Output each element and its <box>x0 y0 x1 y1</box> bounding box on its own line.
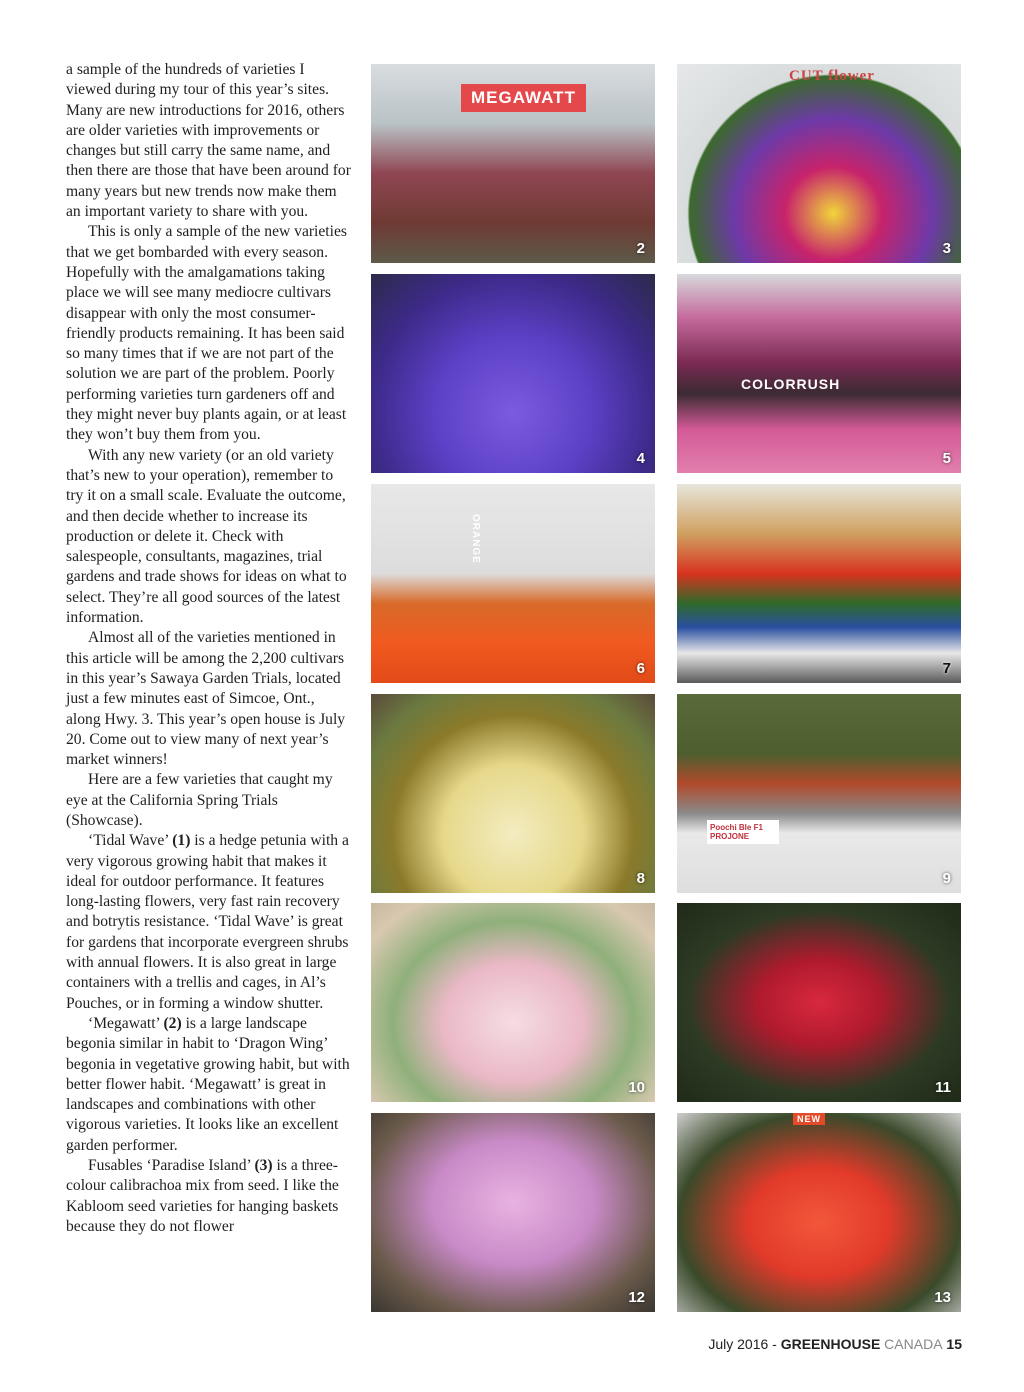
photo-megawatt-begonia <box>371 64 655 263</box>
paragraph-1: a sample of the hundreds of varieties I viewed during my tour of this year’s sites. Many are new introductions for 2016, others are older varieties with improvements or changes but still carry the same name, and then there are those that have been around for many years but new trends now make them an important variety to share with you. <box>66 61 351 221</box>
photo-number: 12 <box>628 1289 645 1306</box>
paragraph-5: Here are a few varieties that caught my eye at the California Spring Trials (Showcase). <box>66 771 333 829</box>
photo-sign-new: NEW <box>793 1113 825 1125</box>
photo-orange-baskets <box>371 484 655 683</box>
figure-ref-3: (3) <box>254 1157 273 1175</box>
figure-ref-2: (2) <box>163 1014 182 1032</box>
photo-number: 8 <box>636 870 645 887</box>
photo-number: 2 <box>636 240 645 257</box>
photo-colorrush <box>677 274 961 473</box>
photo-sign-tomato-label: Poochi Ble F1 PROJONE <box>707 820 779 844</box>
figure-ref-1: (1) <box>172 832 191 850</box>
paragraph-megawatt: ‘Megawatt’ (2) is a large landscape begonia similar in habit to ‘Dragon Wing’ begonia in vegetative growing habit, but with better flower habit. ‘Megawatt’ is great in landscapes and combinations with other vigorous varieties. It looks like an excellent garden performer. <box>66 1014 350 1154</box>
photo-lilac-flowers <box>371 1113 655 1312</box>
photo-number: 3 <box>942 240 951 257</box>
photo-yellow-daisies <box>371 694 655 893</box>
photo-number: 7 <box>942 660 951 677</box>
footer-brand: GREENHOUSE <box>780 1336 881 1352</box>
photo-number: 10 <box>628 1079 645 1096</box>
footer-date: July 2016 - <box>708 1336 781 1352</box>
photo-sign-colorrush: COLORRUSH <box>741 376 841 392</box>
photo-number: 11 <box>935 1079 951 1096</box>
photo-red-geranium <box>677 903 961 1102</box>
photo-sign-cut-flower: CUT flower <box>789 68 875 84</box>
photo-calibrachoa-mix <box>677 64 961 263</box>
photo-purple-petunia <box>371 274 655 473</box>
paragraph-3: With any new variety (or an old variety that’s new to your operation), remember to try it on a small scale. Evaluate the outcome, and then decide whether to increase its production or delete it. Check with salespeople, consultants, magazines, trial gardens and trade shows for ideas on what to select. They’re all good sources of the latest information. <box>66 446 347 627</box>
photo-number: 6 <box>636 660 645 677</box>
photo-sign-orange: ORANGE <box>470 514 481 564</box>
photo-tomato-planter <box>677 694 961 893</box>
page-footer <box>708 1336 962 1352</box>
footer-brand-canada: CANADA <box>880 1336 943 1352</box>
photo-number: 4 <box>636 450 645 467</box>
paragraph-paradise-island: Fusables ‘Paradise Island’ (3) is a three-colour calibrachoa mix from seed. I like the Kabloom seed varieties for hanging baskets because they do not flower <box>66 1157 339 1235</box>
photo-number: 9 <box>942 870 951 887</box>
photo-canna-lilies <box>677 484 961 683</box>
paragraph-4: Almost all of the varieties mentioned in this article will be among the 2,200 cultivars in this year’s Sawaya Garden Trials, located just a few minutes east of Simcoe, Ont., along Hwy. 3. This year’s open house is July 20. Come out to view many of next year’s market winners! <box>66 629 346 769</box>
photo-pink-petunia <box>371 903 655 1102</box>
photo-number: 5 <box>942 450 951 467</box>
paragraph-2: This is only a sample of the new varieties that we get bombarded with every season. Hopefully with the amalgamations taking place we will see many mediocre cultivars disappear with only the most consumer-friendly products remaining. It has been said so many times that if we are not part of the solution we are part of the problem. Poorly performing varieties turn gardeners off and they might never buy plants again, or at least they won’t buy them from you. <box>66 223 347 444</box>
article-body <box>66 60 352 1237</box>
page-number: 15 <box>942 1336 962 1352</box>
paragraph-tidal-wave: ‘Tidal Wave’ (1) is a hedge petunia with a very vigorous growing habit that makes it ideal for outdoor performance. It features long-lasting flowers, very fast rain recovery and botrytis resistance. ‘Tidal Wave’ is great for gardens that incorporate evergreen shrubs with annual flowers. It is also great in large containers with a trellis and cages, in Al’s Pouches, or in forming a window shutter. <box>66 832 349 1012</box>
photo-sign-megawatt: MEGAWATT <box>461 84 586 112</box>
photo-number: 13 <box>934 1289 951 1306</box>
photo-coral-impatiens <box>677 1113 961 1312</box>
